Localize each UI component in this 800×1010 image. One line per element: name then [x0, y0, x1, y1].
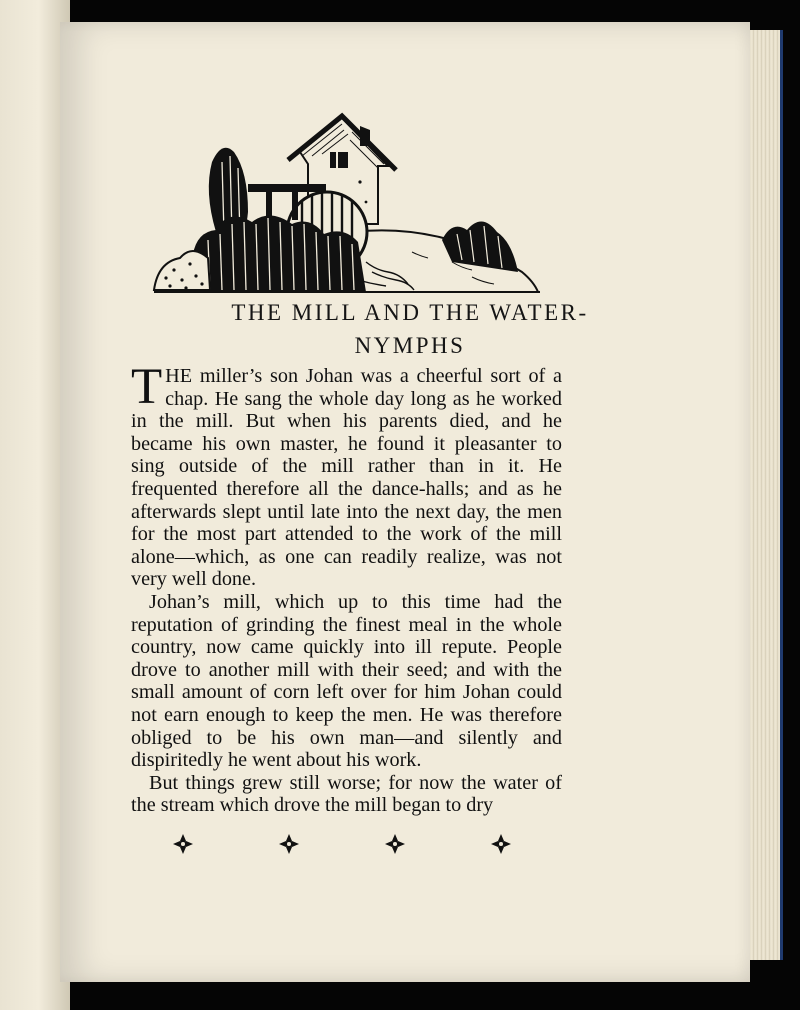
flower-ornament-icon — [490, 833, 512, 857]
flower-ornament-icon — [384, 833, 406, 857]
story-title-line1: THE MILL AND THE WATER- — [231, 300, 589, 325]
flower-ornament-icon — [278, 833, 300, 857]
flower-ornament-icon — [172, 833, 194, 857]
mill-illustration — [152, 112, 542, 300]
drop-cap: T — [131, 359, 163, 415]
paragraph-1 — [131, 359, 562, 591]
ornament-row — [172, 833, 512, 857]
story-title-line2: NYMPHS — [354, 333, 466, 358]
paragraph-1-text: HE miller’s son Johan was a cheerful sort of a chap. He sang the whole day long as he worked in the mill. But when his parents died, and he became his own master, he found it pleasanter to sing outside of the mill rather than in it. He frequented therefore all the dance-halls; and as he afterwards slept until late into the next day, the men for the most part attended to the work of the mill alone—which, as one can readily realize, was not very well done. — [131, 365, 562, 591]
paragraph-3: But things grew still worse; for now the water of the stream which drove the mill began to dry — [131, 771, 562, 817]
story-body — [131, 359, 562, 817]
paragraph-2: Johan’s mill, which up to this time had the reputation of grinding the finest meal in the whole country, now came quickly into ill repute. People drove to another mill with their seed; and with the small amount of corn left over for him Johan could not earn enough to keep the men. He was therefore obliged to be his own man—and silently and dispiritedly he went about his work. — [131, 590, 562, 772]
